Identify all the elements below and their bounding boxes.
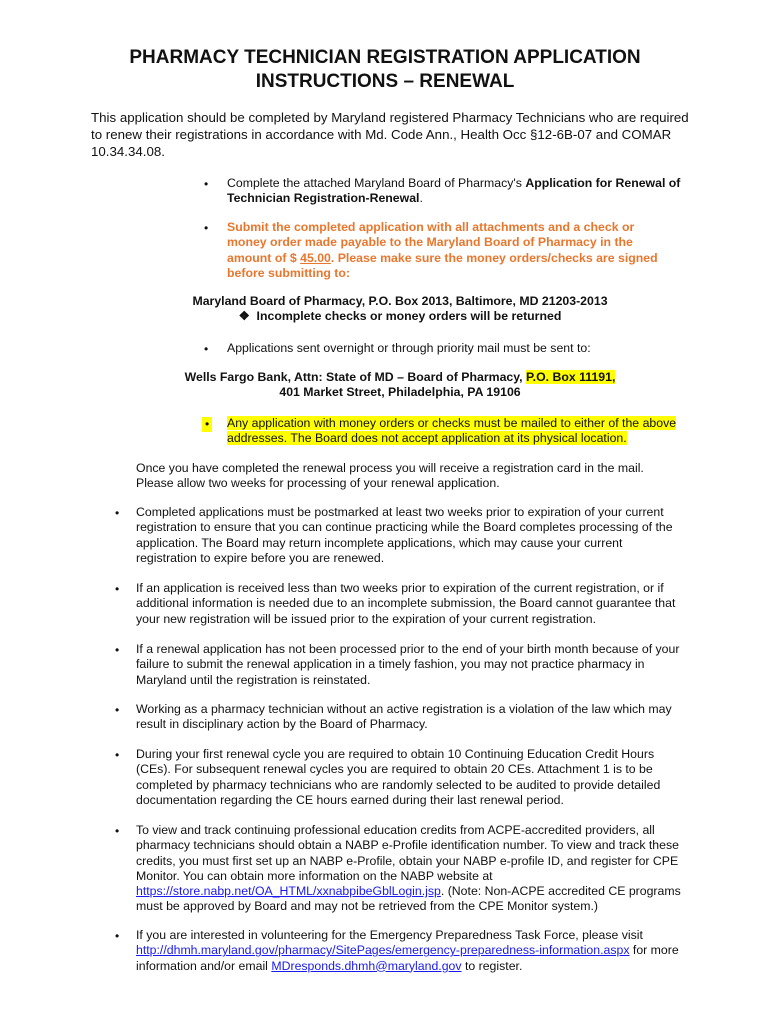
bullet-icon: • [204, 177, 209, 191]
bank-address-line1: Wells Fargo Bank, Attn: State of MD – Board of Pharmacy, [184, 370, 527, 384]
item2-end: . Please make sure the money orders/checks are signed before submitting to: [227, 250, 658, 280]
bank-address-line2: 401 Market Street, Philadelphia, PA 19106 [279, 385, 521, 400]
instruction-mail-addresses [227, 416, 682, 447]
bullet-icon: • [115, 506, 120, 520]
emergency-text-mid: for more information and/or email [136, 943, 679, 973]
list-item-continuing-education: During your first renewal cycle you are required to obtain 10 Continuing Education Credit Hours (CEs). For subsequent renewal cycles you are required to obtain 20 CEs. Attachment 1 is to be completed by pharmacy technicians who are randomly selected to be audited to provide detailed documentation regarding the CE hours earned during their last renewal period. [136, 747, 661, 807]
item1-end: . [419, 191, 423, 206]
bullet-icon: • [115, 929, 120, 943]
item4-text: Any application with money orders or checks must be mailed to either of the above addresses. The Board does not accept application at its physical location. [227, 416, 677, 446]
incomplete-note-text: Incomplete checks or money orders will be returned [256, 309, 562, 323]
instruction-overnight-mail: Applications sent overnight or through priority mail must be sent to: [227, 341, 591, 355]
title-line-1: PHARMACY TECHNICIAN REGISTRATION APPLICATION [129, 47, 641, 68]
bullet-icon: • [115, 824, 120, 838]
bullet-icon: • [204, 221, 209, 235]
incomplete-note [160, 309, 640, 324]
list-item-emergency-preparedness [136, 928, 681, 974]
emergency-preparedness-link[interactable]: http://dhmh.maryland.gov/pharmacy/SitePages/emergency-preparedness-information.aspx [136, 943, 630, 958]
instruction-submit-payment [227, 220, 672, 281]
bullet-icon: • [115, 748, 120, 762]
emergency-text: If you are interested in volunteering for the Emergency Preparedness Task Force, please visit [136, 928, 643, 942]
list-item-postmark: Completed applications must be postmarked at least two weeks prior to expiration of your current registration to ensure that you can continue practicing while the Board completes processing of the application. The Board may return incomplete applications, which may cause your current registration to expire before you are renewed. [136, 505, 673, 565]
list-item-birth-month: If a renewal application has not been processed prior to the end of your birth month because of your failure to submit the renewal application in a timely fashion, you may not practice pharmacy in Maryland until the registration is reinstated. [136, 642, 680, 687]
list-item-nabp-eprofile [136, 823, 681, 915]
item2-text: Submit the completed application with all attachments and a check or money order made payable to the Maryland Board of Pharmacy in the amount of $ [227, 220, 635, 265]
list-item-active-registration: Working as a pharmacy technician without an active registration is a violation of the law which may result in disciplinary action by the Board of Pharmacy. [136, 702, 672, 732]
nabp-text: To view and track continuing professional education credits from ACPE-accredited providers, all pharmacy technicians should obtain a NABP e-Profile identification number. To view and track these credits, you must first set up an NABP e-Profile, obtain your NABP e-profile ID, and register for CPE Monitor. You can obtain more information on the NABP website at [136, 823, 679, 883]
emergency-text-end: to register. [461, 958, 523, 973]
board-address: Maryland Board of Pharmacy, P.O. Box 2013, Baltimore, MD 21203-2013 [192, 294, 608, 308]
bullet-icon: • [115, 703, 120, 717]
intro-paragraph: This application should be completed by Maryland registered Pharmacy Technicians who are required to renew their registrations in accordance with Md. Code Ann., Health Occ §12-6B-07 and COMAR 10.34.34.08. [91, 110, 689, 159]
item1-form-name: Application for Renewal of Technician Registration-Renewal [227, 176, 681, 206]
nabp-login-link[interactable]: https://store.nabp.net/OA_HTML/xxnabpibeGblLogin.jsp [136, 884, 441, 899]
bullet-icon: • [115, 643, 120, 657]
title-line-2: INSTRUCTIONS – RENEWAL [255, 71, 515, 92]
bullet-icon: • [202, 417, 212, 432]
bank-address [150, 370, 650, 401]
instruction-complete-application [227, 176, 682, 207]
nabp-note: . (Note: Non-ACPE accredited CE programs must be approved by Board and may not be retrieved from the CPE Monitor system.) [136, 884, 681, 914]
page-title [60, 46, 710, 94]
diamond-icon: ❖ [238, 309, 250, 323]
bullet-icon: • [204, 342, 209, 356]
item1-text: Complete the attached Maryland Board of Pharmacy's [227, 176, 526, 190]
completion-paragraph: Once you have completed the renewal process you will receive a registration card in the mail. Please allow two weeks for processing of your renewal application. [136, 461, 644, 491]
bullet-icon: • [115, 582, 120, 596]
bank-po-box: P.O. Box 11191, [526, 370, 616, 384]
md-responds-email-link[interactable]: MDresponds.dhmh@maryland.gov [271, 958, 462, 973]
list-item-late-application: If an application is received less than two weeks prior to expiration of the current registration, or if additional information is needed due to an incomplete submission, the Board cannot guarantee that your new registration will be issued prior to the expiration of your current registration. [136, 581, 676, 626]
fee-amount: 45.00 [300, 250, 331, 265]
